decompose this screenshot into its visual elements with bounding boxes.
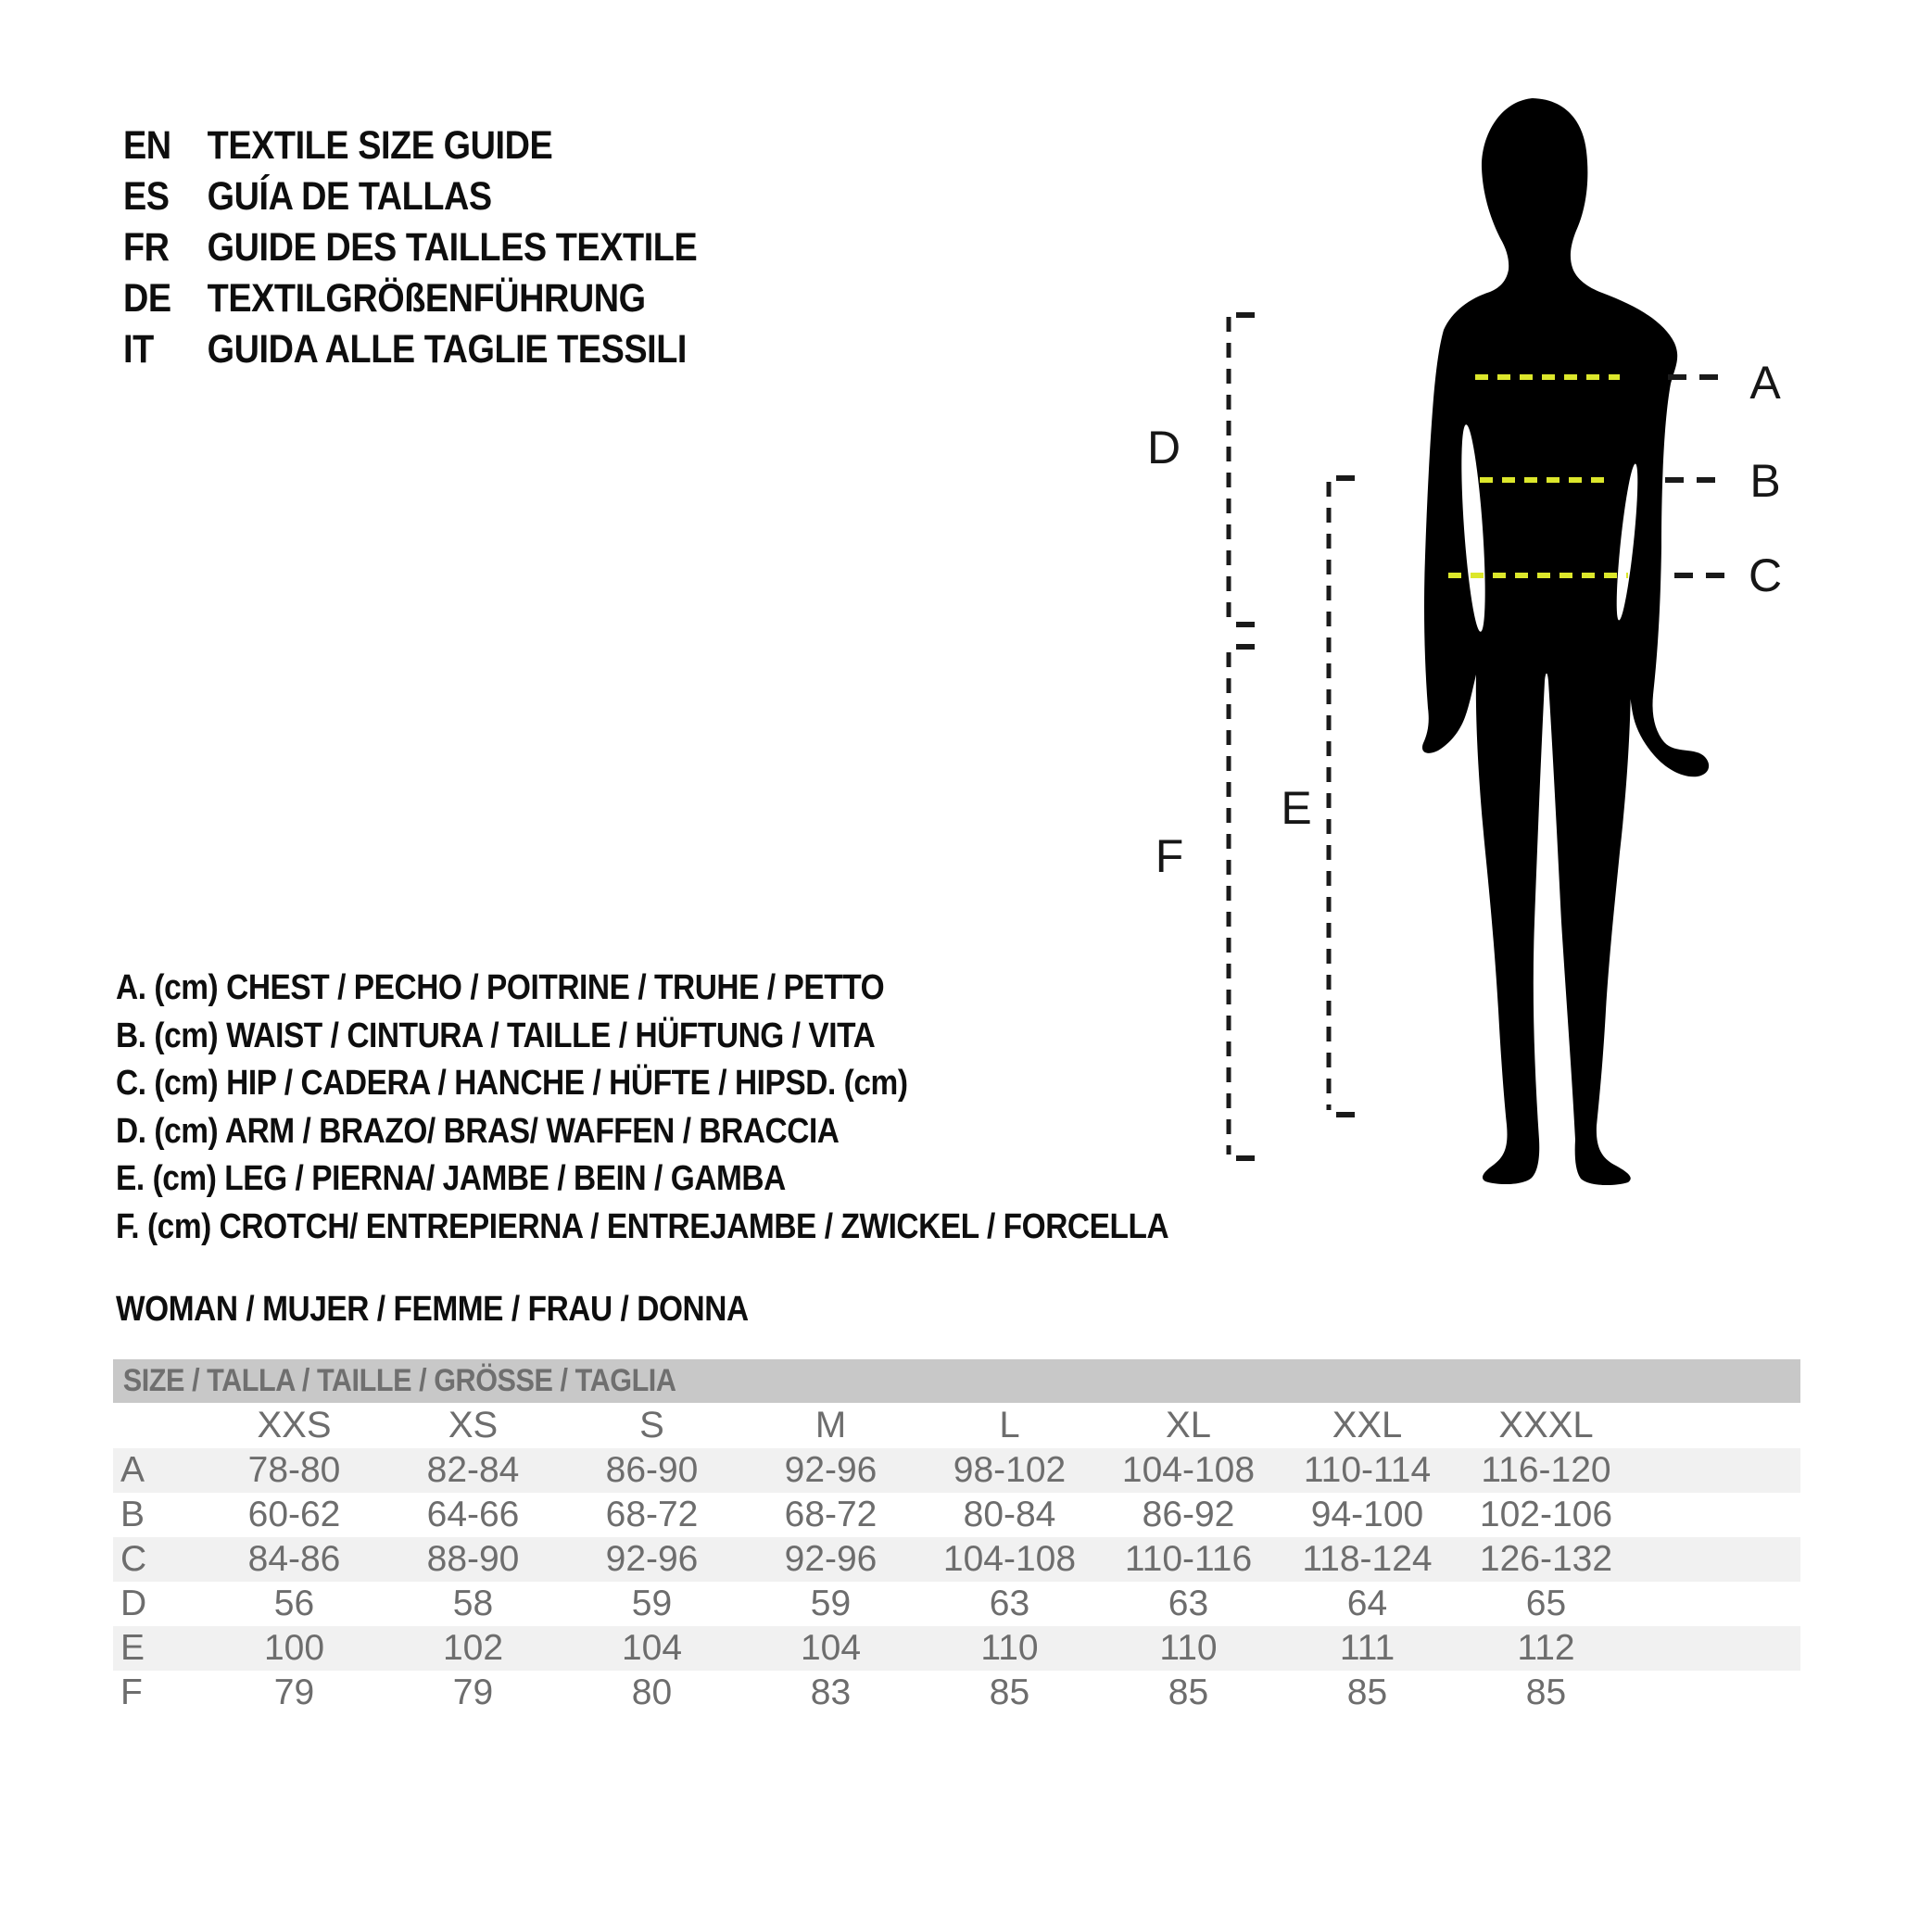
value-cell: 85 [989,1672,1030,1712]
chest-label: A [1749,357,1781,409]
value-cell: 85 [1525,1672,1567,1712]
value-cell: 85 [1346,1672,1388,1712]
row-label: F [120,1672,143,1712]
language-row [123,120,697,171]
size-header: L [999,1405,1020,1445]
value-cell: 92-96 [784,1539,878,1579]
value-cell: 104-108 [942,1539,1077,1579]
hip-label: C [1748,549,1783,601]
legend-line-hip: C. (cm) HIP / CADERA / HANCHE / HÜFTE / HIPSD. (cm) [116,1064,908,1103]
value-cell: 58 [452,1584,494,1623]
value-cell: 116-120 [1481,1450,1611,1490]
value-cell: 110-114 [1303,1450,1432,1490]
value-cell: 104-108 [1121,1450,1256,1490]
value-cell: 111 [1339,1628,1395,1668]
value-cell: 88-90 [426,1539,520,1579]
table-row-chest [113,1448,1800,1493]
value-cell: 104 [800,1628,862,1668]
value-cell: 126-132 [1479,1539,1613,1579]
value-cell: 102 [442,1628,504,1668]
value-cell: 83 [810,1672,852,1712]
value-cell: 100 [263,1628,325,1668]
language-code: EN [123,123,171,168]
language-code: FR [123,225,170,270]
legend-line-arm: D. (cm) ARM / BRAZO/ BRAS/ WAFFEN / BRACCIA [116,1111,840,1151]
value-cell: 65 [1525,1584,1567,1623]
gender-heading: WOMAN / MUJER / FEMME / FRAU / DONNA [116,1290,749,1329]
size-header: M [814,1405,847,1445]
woman-silhouette-diagram [1158,83,1835,1214]
size-header-row [113,1403,1800,1448]
table-row-leg [113,1626,1800,1671]
size-table [113,1359,1800,1715]
value-cell: 84-86 [247,1539,341,1579]
table-row-crotch [113,1671,1800,1715]
size-header: XL [1166,1405,1211,1445]
language-code: DE [123,276,171,321]
row-label: B [120,1495,145,1534]
size-header: S [639,1405,664,1445]
value-cell: 79 [273,1672,315,1712]
size-table-title-bar [113,1359,1800,1403]
value-cell: 85 [1168,1672,1209,1712]
value-cell: 94-100 [1310,1495,1424,1534]
arm-label: D [1146,422,1181,473]
value-cell: 59 [631,1584,673,1623]
value-cell: 104 [621,1628,683,1668]
value-cell: 80-84 [963,1495,1056,1534]
language-code: ES [123,174,170,219]
value-cell: 110 [1159,1628,1218,1668]
value-cell: 112 [1517,1628,1575,1668]
leg-label: E [1281,782,1312,834]
value-cell: 63 [989,1584,1030,1623]
language-row [123,273,697,324]
value-cell: 78-80 [247,1450,341,1490]
guide-title: GUIDA ALLE TAGLIE TESSILI [207,327,687,372]
waist-label: B [1749,455,1781,507]
size-header: XXS [257,1405,332,1445]
value-cell: 80 [631,1672,673,1712]
table-row-arm [113,1582,1800,1626]
table-row-waist [113,1493,1800,1537]
value-cell: 98-102 [953,1450,1067,1490]
size-header: XS [448,1405,499,1445]
row-label: A [120,1450,145,1490]
row-label: E [120,1628,145,1668]
row-label: D [120,1584,147,1623]
value-cell: 68-72 [605,1495,699,1534]
value-cell: 92-96 [605,1539,699,1579]
value-cell: 82-84 [426,1450,520,1490]
language-row [123,324,697,375]
value-cell: 79 [452,1672,494,1712]
language-row [123,171,697,222]
size-table-title: SIZE / TALLA / TAILLE / GRÖSSE / TAGLIA [122,1363,676,1398]
language-row [123,222,697,273]
value-cell: 68-72 [784,1495,878,1534]
value-cell: 60-62 [247,1495,341,1534]
value-cell: 86-90 [605,1450,699,1490]
row-label: C [120,1539,147,1579]
value-cell: 118-124 [1302,1539,1433,1579]
value-cell: 86-92 [1142,1495,1235,1534]
legend-line-chest: A. (cm) CHEST / PECHO / POITRINE / TRUHE / PETTO [116,968,885,1007]
language-title-list [123,120,697,375]
value-cell: 92-96 [784,1450,878,1490]
crotch-label: F [1155,830,1184,882]
value-cell: 110-116 [1124,1539,1253,1579]
legend-line-crotch: F. (cm) CROTCH/ ENTREPIERNA / ENTREJAMBE / ZWICKEL / FORCELLA [116,1206,1169,1246]
language-code: IT [123,327,154,372]
guide-title: GUÍA DE TALLAS [207,174,492,219]
size-header: XXL [1332,1405,1403,1445]
guide-title: TEXTILE SIZE GUIDE [207,123,553,168]
size-header: XXXL [1498,1405,1594,1445]
guide-title: GUIDE DES TAILLES TEXTILE [207,225,698,270]
table-row-hip [113,1537,1800,1582]
guide-title: TEXTILGRÖßENFÜHRUNG [207,276,646,321]
measurement-legend [116,965,1168,1251]
value-cell: 102-106 [1479,1495,1613,1534]
woman-silhouette [1422,98,1709,1185]
legend-line-waist: B. (cm) WAIST / CINTURA / TAILLE / HÜFTUNG / VITA [116,1016,876,1055]
value-cell: 64-66 [426,1495,520,1534]
value-cell: 59 [810,1584,852,1623]
value-cell: 56 [273,1584,315,1623]
value-cell: 110 [980,1628,1039,1668]
value-cell: 64 [1346,1584,1388,1623]
legend-line-leg: E. (cm) LEG / PIERNA/ JAMBE / BEIN / GAMBA [116,1159,786,1198]
value-cell: 63 [1168,1584,1209,1623]
